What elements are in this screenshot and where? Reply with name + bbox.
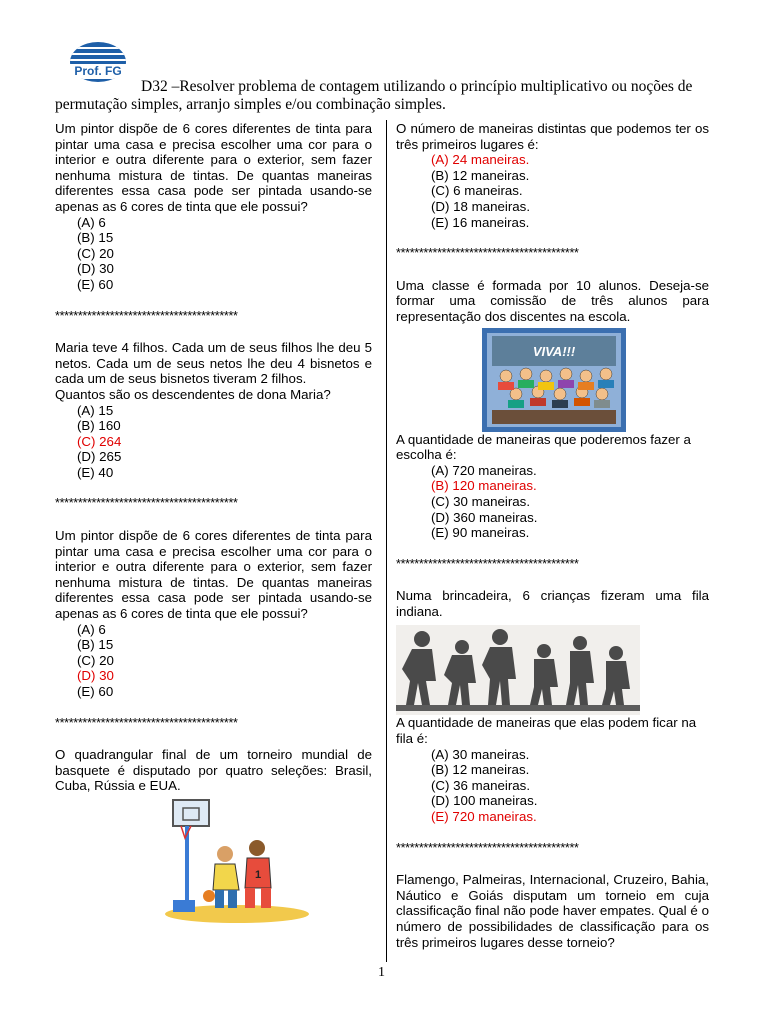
separator: ****************************************: [396, 840, 579, 855]
basketball-players-image: [157, 798, 317, 924]
separator: ****************************************: [55, 496, 238, 511]
q3-options: [55, 622, 372, 700]
q6-options: [396, 747, 709, 825]
logo-text: Prof. FG: [74, 64, 122, 78]
page-number: 1: [378, 965, 385, 980]
q1-text: Um pintor dispõe de 6 cores diferentes de tinta para pintar uma casa e precisa escolher uma cor para o interior e outra diferente para o exterior, sem fazer nenhuma mistura de tintas. De quantas maneiras diferentes essa casa pode ser pintada usando-se apenas as 6 cores de tinta que ele possui?: [55, 121, 372, 214]
q2-question: Quantos são os descendentes de dona Maria?: [55, 386, 331, 402]
q5-option-e: (E) 90 maneiras.: [431, 525, 530, 541]
svg-text:1: 1: [254, 868, 262, 881]
q2-option-d: (D) 265: [77, 449, 122, 465]
q4b-option-a-answer: (A) 24 maneiras.: [431, 152, 530, 168]
q3-option-a: (A) 6: [77, 621, 106, 637]
q1-option-b: (B) 15: [77, 230, 114, 246]
q2-option-e: (E) 40: [77, 464, 114, 480]
q1-option-e: (E) 60: [77, 276, 114, 292]
q6-option-c: (C) 36 maneiras.: [431, 777, 531, 793]
q5-options: [396, 463, 709, 541]
children-silhouette-image: [396, 625, 640, 715]
q4b-options: [396, 152, 709, 230]
q4b-option-c: (C) 6 maneiras.: [431, 183, 523, 199]
q6-question: A quantidade de maneiras que elas podem ficar na fila é:: [396, 715, 697, 747]
right-column: [396, 121, 709, 950]
q5-question: A quantidade de maneiras que poderemos fazer a escolha é:: [396, 431, 691, 463]
left-column: [55, 121, 372, 924]
q6-option-d: (D) 100 maneiras.: [431, 793, 538, 809]
q4b-option-e: (E) 16 maneiras.: [431, 214, 530, 230]
separator: ****************************************: [396, 556, 579, 571]
q6-option-e-answer: (E) 720 maneiras.: [431, 809, 537, 825]
separator: ****************************************: [396, 246, 579, 261]
q3-text: Um pintor dispõe de 6 cores diferentes de tinta para pintar uma casa e precisa escolher uma cor para o interior e outra diferente para o exterior, sem fazer nenhuma mistura de tintas. De quantas maneiras diferentes essa casa pode ser pintada usando-se apenas as 6 cores de tinta que ele possui?: [55, 528, 372, 622]
q7-text: Flamengo, Palmeiras, Internacional, Cruzeiro, Bahia, Náutico e Goiás disputam um torneio em cuja classificação final não pode haver empates. Qual é o número de possibilidades de classificação para os três primeiros lugares desse torneio?: [396, 872, 709, 950]
q5-option-c: (C) 30 maneiras.: [431, 493, 531, 509]
q3-option-b: (B) 15: [77, 637, 114, 653]
q5-option-d: (D) 360 maneiras.: [431, 509, 538, 525]
q6-option-a: (A) 30 maneiras.: [431, 746, 530, 762]
q4b-option-b: (B) 12 maneiras.: [431, 167, 530, 183]
q3-option-c: (C) 20: [77, 652, 114, 668]
q5-text: Uma classe é formada por 10 alunos. Deseja-se formar uma comissão de três alunos para representação dos discentes na escola.: [396, 277, 709, 324]
classroom-sign-text: VIVA!!!: [532, 343, 576, 359]
q5-option-a: (A) 720 maneiras.: [431, 462, 537, 478]
q5-option-b-answer: (B) 120 maneiras.: [431, 478, 537, 494]
q2-options: [55, 403, 372, 481]
page-header: [55, 78, 705, 114]
q3-option-d-answer: (D) 30: [77, 668, 114, 684]
header-line-2: permutação simples, arranjo simples e/ou combinação simples.: [55, 96, 446, 113]
separator: ****************************************: [55, 308, 238, 323]
q2-option-b: (B) 160: [77, 418, 121, 434]
q2-text: Maria teve 4 filhos. Cada um de seus filhos lhe deu 5 netos. Cada um de seus netos lhe deu 4 bisnetos e cada um de seus bisnetos tiveram 2 filhos.: [55, 340, 372, 387]
q4b-option-d: (D) 18 maneiras.: [431, 198, 531, 214]
q1-option-a: (A) 6: [77, 214, 106, 230]
header-line-1: D32 –Resolver problema de contagem utilizando o princípio multiplicativo ou noções de: [141, 78, 693, 95]
q1-option-c: (C) 20: [77, 245, 114, 261]
q1-option-d: (D) 30: [77, 261, 114, 277]
column-divider: [386, 120, 387, 962]
q2-option-c-answer: (C) 264: [77, 433, 122, 449]
q2-option-a: (A) 15: [77, 402, 114, 418]
q4-text: O quadrangular final de um torneiro mundial de basquete é disputado por quatro seleções: Brasil, Cuba, Rússia e EUA.: [55, 747, 372, 794]
q3-option-e: (E) 60: [77, 684, 114, 699]
q6-option-b: (B) 12 maneiras.: [431, 762, 530, 778]
q1-options: [55, 215, 372, 293]
q4b-text: O número de maneiras distintas que podemos ter os três primeiros lugares é:: [396, 121, 709, 152]
classroom-image: [482, 328, 626, 432]
separator: ****************************************: [55, 715, 238, 730]
q6-text: Numa brincadeira, 6 crianças fizeram uma fila indiana.: [396, 588, 709, 619]
